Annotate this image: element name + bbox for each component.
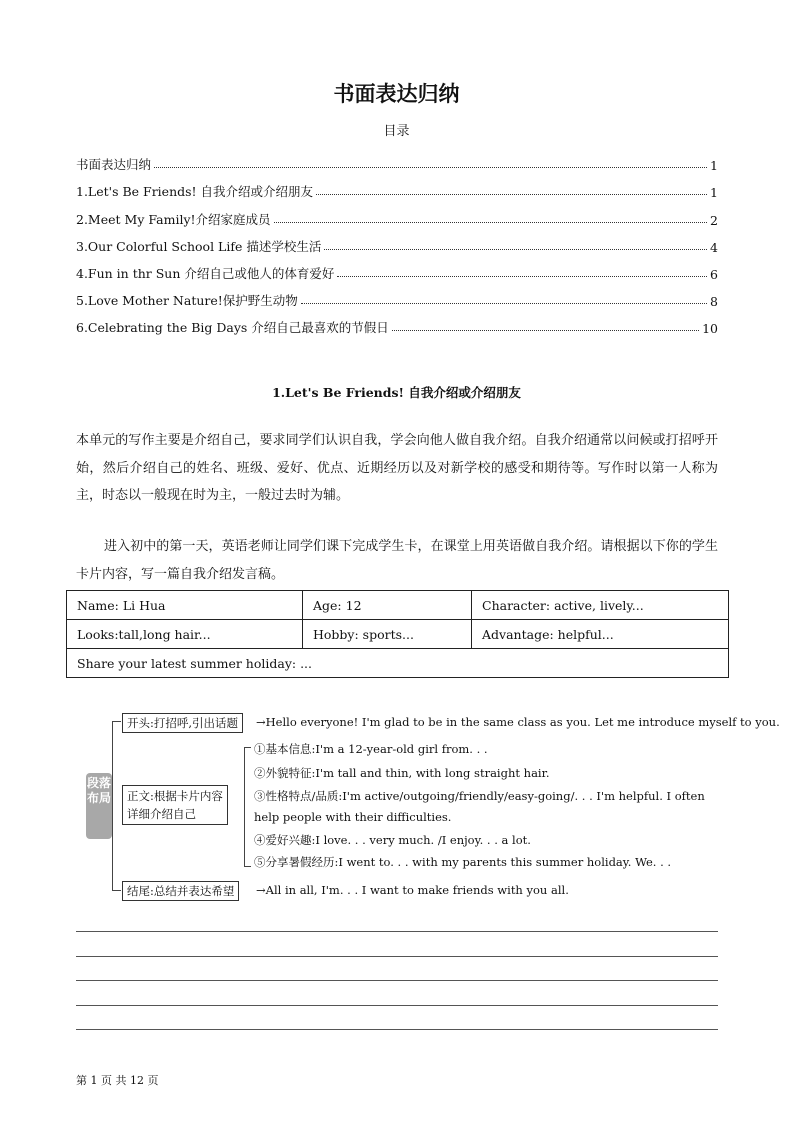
paragraph-layout-diagram — [86, 703, 780, 908]
answer-line — [76, 979, 718, 981]
toc-entry-page: 1 — [710, 158, 718, 174]
outer-bracket — [112, 721, 121, 891]
card-character-cell: Character: active, lively... — [472, 591, 729, 620]
document-title: 书面表达归纳 — [333, 81, 460, 106]
body-box-line: 详细介绍自己 — [127, 807, 196, 821]
student-card-table — [66, 590, 729, 678]
card-name-cell: Name: Li Hua — [67, 591, 303, 620]
body-item: help people with their difficulties. — [254, 810, 452, 824]
toc-entry-label: 1.Let's Be Friends! 自我介绍或介绍朋友 — [76, 184, 314, 200]
toc-entry-page: 10 — [702, 321, 718, 337]
toc-entry[interactable] — [76, 309, 718, 336]
card-hobby-cell: Hobby: sports... — [303, 620, 472, 649]
answer-line — [76, 955, 718, 957]
body-item: ④爱好兴趣:I love. . . very much. /I enjoy. . . a lot. — [254, 833, 531, 847]
toc-entry-label: 6.Celebrating the Big Days 介绍自己最喜欢的节假日 — [76, 320, 389, 336]
table-of-contents — [76, 146, 718, 336]
answer-line — [76, 930, 718, 932]
body-item: ⑤分享暑假经历:I went to. . . with my parents this summer holiday. We. . . — [254, 855, 672, 869]
section-title: 1.Let's Be Friends! 自我介绍或介绍朋友 — [272, 385, 521, 400]
body-item: ②外貌特征:I'm tall and thin, with long straight hair. — [254, 766, 550, 780]
table-row — [67, 649, 729, 678]
table-row — [67, 591, 729, 620]
opening-text: →Hello everyone! I'm glad to be in the same class as you. Let me introduce myself to you. — [256, 715, 780, 729]
toc-entry-page: 4 — [710, 239, 718, 255]
ending-box: 结尾:总结并表达希望 — [122, 881, 239, 901]
intro-paragraph: 本单元的写作主要是介绍自己，要求同学们认识自我，学会向他人做自我介绍。自我介绍通常以问候或打招呼开始，然后介绍自己的姓名、班级、爱好、优点、近期经历以及对新学校的感受和期待等。写作时以第一人称为主，时态以一般现在时为主，一般过去时为辅。 — [76, 433, 718, 503]
toc-leader — [392, 329, 699, 331]
toc-entry-page: 1 — [710, 185, 718, 201]
toc-entry[interactable] — [76, 282, 718, 309]
body-bracket — [244, 747, 251, 867]
toc-leader — [274, 221, 707, 223]
task-paragraph: 进入初中的第一天，英语老师让同学们课下完成学生卡，在课堂上用英语做自我介绍。请根据以下你的学生卡片内容，写一篇自我介绍发言稿。 — [76, 539, 718, 582]
toc-leader — [301, 302, 707, 304]
answer-line — [76, 1028, 718, 1030]
body-item: ③性格特点/品质:I'm active/outgoing/friendly/easy-going/. . . I'm helpful. I often — [254, 789, 705, 803]
answer-line — [76, 1004, 718, 1006]
toc-entry[interactable] — [76, 255, 718, 282]
body-box — [122, 785, 228, 825]
toc-heading: 目录 — [383, 124, 410, 139]
card-looks-cell: Looks:tall,long hair... — [67, 620, 303, 649]
toc-entry[interactable] — [76, 146, 718, 173]
toc-entry[interactable] — [76, 228, 718, 255]
toc-entry-page: 6 — [710, 266, 718, 282]
ending-text: →All in all, I'm. . . I want to make friends with you all. — [256, 883, 569, 897]
toc-entry[interactable] — [76, 200, 718, 227]
toc-leader — [337, 275, 707, 277]
table-row — [67, 620, 729, 649]
toc-entry-label: 2.Meet My Family!介绍家庭成员 — [76, 211, 271, 227]
toc-entry-label: 4.Fun in thr Sun 介绍自己或他人的体育爱好 — [76, 265, 335, 281]
card-advantage-cell: Advantage: helpful... — [472, 620, 729, 649]
toc-entry-label: 3.Our Colorful School Life 描述学校生活 — [76, 238, 322, 254]
page-footer: 第 1 页 共 12 页 — [76, 1074, 159, 1087]
body-box-line: 正文:根据卡片内容 — [127, 789, 223, 803]
toc-leader — [316, 193, 707, 195]
card-age-cell: Age: 12 — [303, 591, 472, 620]
card-holiday-cell: Share your latest summer holiday: ... — [67, 649, 729, 678]
toc-leader — [324, 248, 707, 250]
toc-entry-page: 8 — [710, 294, 718, 310]
toc-leader — [154, 166, 707, 168]
layout-side-label: 段落布局 — [86, 773, 112, 839]
toc-entry[interactable] — [76, 173, 718, 200]
toc-entry-page: 2 — [710, 212, 718, 228]
opening-box: 开头:打招呼,引出话题 — [122, 713, 243, 733]
toc-entry-label: 5.Love Mother Nature!保护野生动物 — [76, 293, 298, 309]
toc-entry-label: 书面表达归纳 — [76, 157, 152, 173]
body-item: ①基本信息:I'm a 12-year-old girl from. . . — [254, 742, 488, 756]
